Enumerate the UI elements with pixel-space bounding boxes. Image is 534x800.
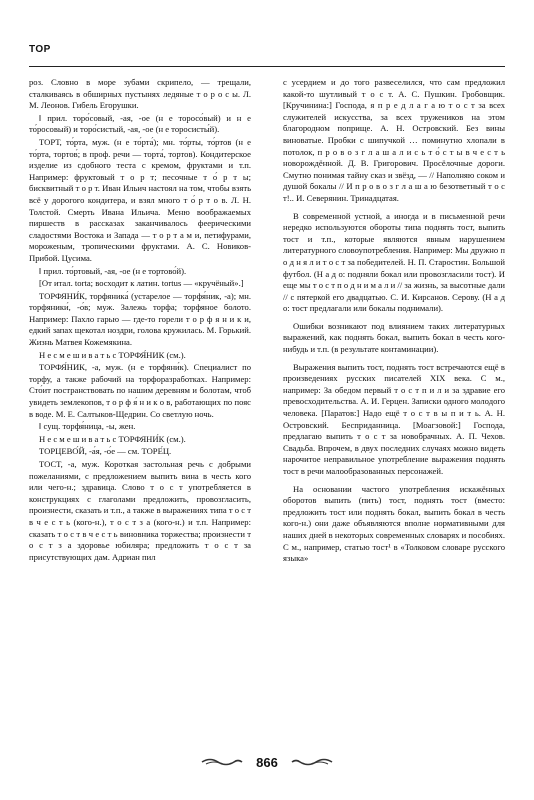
paragraph: В современной устной, а иногда и в письменной речи нередко используются обороты типа поднять тост, выпить тост и т.п., которые являются явным нарушением литературного словоупотребления. Например: Мы дружно п о д н я л и т о с т за победителей. Н. П. Старостин. Большой футбол. (Н а д о: подняли бокал или провозгласили тост). И еще мы т о с т п о д н и м а л и // за жизнь, за высотные дали // с пятеркой его двадцатью. С. И. Кирсанов. Серову. (Н а д о: тост предлагали или бокалы поднимали). bbox=[283, 210, 505, 314]
paragraph: На основании частого употребления искажённых оборотов выпить (пить) тост, поднять тост (вместо: предложить тост или поднять бокал, выпить бокал в честь кого-н.) они даже объявляются вполне нормативными для наших дней в некоторых современных словарях и пособиях. С м., например, статью тост¹ в «Толковом словаре русского языка» bbox=[283, 483, 505, 564]
paragraph: ‖ прил. то́ртовый, -ая, -ое (н е тортово́й). bbox=[39, 265, 187, 276]
left-column bbox=[29, 77, 251, 564]
paragraph: с усердием и до того развеселился, что сам предложил какой-то шутливый т о с т. А. С. Пушкин. Гробовщик. [Кручинина:] Господа, я п р е д л а г а ю т о с т за всех служителей искусства, за всех тружеников на этом благородном поприще. А. Н. Островский. Без вины виноватые. Пробки с шипучкой … поминутно хлопали в потолок, п р о в о з г л а ш а л и с ь т о́ с т ы в ч е с т ь новорождённой. Д. В. Григорович. Просёлочные дороги. Смутно понимая тайну сказ и звёзд, — // Наполняю соком и душой бокалы // И п р о в о з г л а ш а ю безответный т о с т!.. И. Северянин. Тринадцатая. bbox=[283, 77, 505, 203]
paragraph: Н е с м е ш и в а т ь с ТОРФЯНИ́К (см.). bbox=[39, 433, 186, 444]
paragraph: Выражения выпить тост, поднять тост встречаются ещё в произведениях русских писателей XIX века. С м., например: За обедом первый т о с т п и л и за здравие его превосходительства. А. И. Герцен. Записки одного молодого человека. [Паратов:] Надо ещё т о с т в ы п и т ь. А. Н. Островский. Бесприданница. [Моагзовой:] Господа, предлагаю выпить т о с т за новобрачных. А. П. Чехов. Свадьба. Впрочем, в двух последних случаях можно видеть нарочитое неправильное употребление выражения поднять тост в речи малообразованных персонажей. bbox=[283, 361, 505, 476]
ornament-left-icon bbox=[200, 756, 244, 768]
paragraph: Н е с м е ш и в а т ь с ТОРФЯ́НИК (см.). bbox=[39, 349, 186, 360]
paragraph: ТОРФЯ́НИК, -а, муж. (н е торфяни́к). Специалист по торфу, а также рабочий на торфоразработках. Например: Сто́ит постранствовать по нашим деревням и болотам, чтоб увидеть землекопов, т о р ф я́ н и к о в, работающих по пояс в воде. М. Е. Салтыков-Щедрин. Со светлую ночь. bbox=[29, 362, 251, 419]
paragraph: ТОРЦЕВО́Й, -а́я, -о́е — см. ТОРЕ́Ц. bbox=[39, 446, 172, 457]
paragraph: [От итал. torta; восходит к латин. tortus — «кручёный».] bbox=[39, 278, 244, 289]
ornament-right-icon bbox=[290, 756, 334, 768]
paragraph: ‖ прил. торо́совый, -ая, -ое (н е торосо́вый) и н е то́росовый) и торо́систый, -ая, -ое (н е торосисты́й). bbox=[29, 112, 251, 135]
header-rule bbox=[29, 66, 505, 67]
paragraph: роз. Словно в море зубами скрипело, — трещали, сталкиваясь в обширных пустынях ледяные т о р о с ы. Л. М. Леонов. Гибель Егорушки. bbox=[29, 77, 251, 111]
paragraph: ТОРТ, то́рта, муж. (н е то́рта́); мн. то́рты, то́ртов (н е то́рта, тортов́; в проф. речи — торта́, тортов). Кондитерское изделие из сдобного теста с кремом, фруктами и т.п. Например: фруктовый т о р т; песочные т о́ р т ы; бисквитный т о р т. Иван Ильич настоял на том, чтобы взять всё у дорогого кондитера, и взял много т о́ р т о в. Л. Н. Толстой. Смерть Ивана Ильича. Меню воображаемых пиршеств в рассказах заканчивалось феерическими сладостями Востока и Запада — т о р т а м и, петифурами, мороженым, тропическими фруктами. А. С. Новиков-Прибой. Цусима. bbox=[29, 136, 251, 263]
paragraph: Ошибки возникают под влиянием таких литературных выражений, как поднять бокал, выпить бокал в честь кого-нибудь и т.п. (в результате контаминации). bbox=[283, 320, 505, 355]
right-column bbox=[283, 77, 505, 566]
running-header: ТОР bbox=[29, 44, 51, 55]
paragraph: ‖ сущ. торфя́ница, -ы, жен. bbox=[39, 421, 136, 432]
page-number: 866 bbox=[256, 754, 278, 770]
paragraph: ТОРФЯНИ́К, торфяника́ (устарелое — торфя́ник, -а); мн. торфяники́, -о́в; муж. Залежь торфа; торфяное болото. Например: Пахло гарью — где-то горели т о р ф я н и к и, едкий запах щекотал ноздри, голова кружилась. М. Горький. Жизнь Матвея Кожемякина. bbox=[29, 290, 251, 348]
page-footer bbox=[0, 753, 534, 777]
paragraph: ТОСТ, -а, муж. Короткая застольная речь с добрыми пожеланиями, с предложением выпить вина в честь кого или чего-н.; здравица. Слово т о с т употребляется в конструкциях с глаголами предложить, провозгласить, произнести, сказать и т.п., а также в выражениях типа т о с т в ч е с т ь (кого-н.), т о с т з а (кого-н.) и т.п. Например: сказать т о с т в ч е с т ь виновника торжества; произнести т о с т з а здоровье юбиляра; предложить т о с т за присутствующих дам. Адриан пил bbox=[29, 459, 251, 562]
